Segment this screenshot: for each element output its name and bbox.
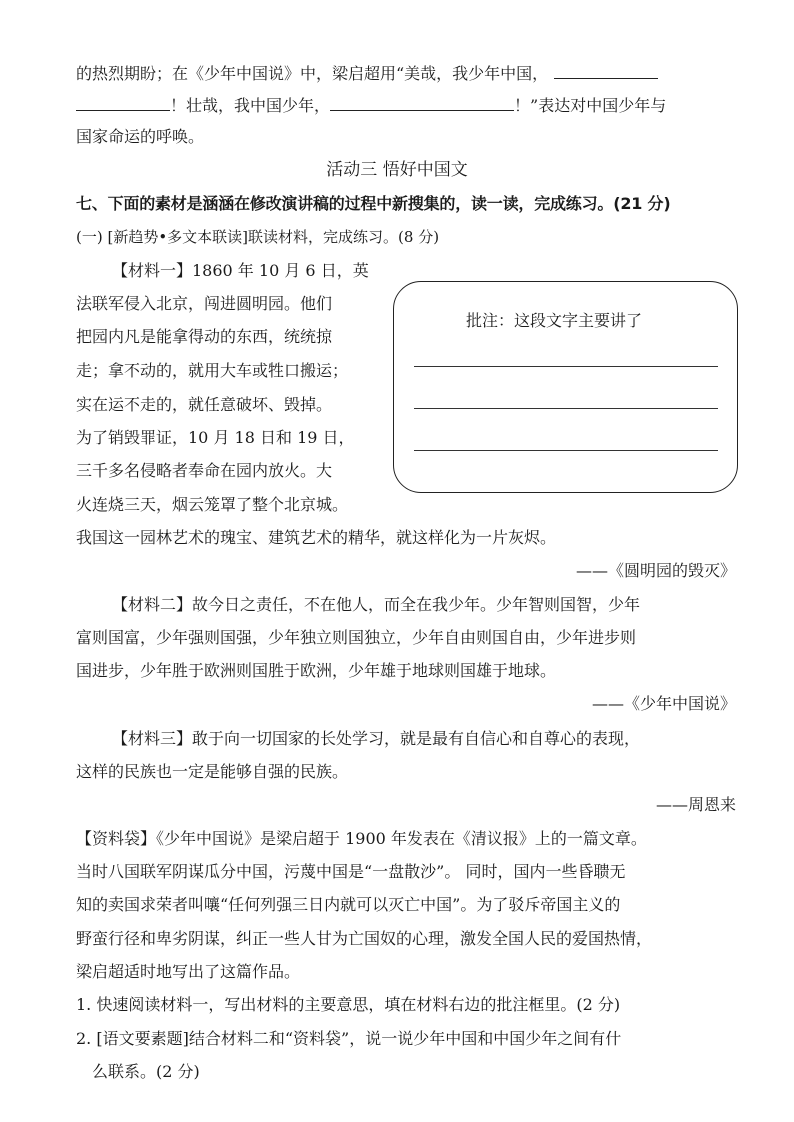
activity-title: 活动三 悟好中国文 — [326, 160, 468, 180]
material1-line-6: 为了销毁罪证，10 月 18 日和 19 日， — [76, 428, 355, 447]
material1-line-1: 【材料一】1860 年 10 月 6 日，英 — [112, 261, 369, 280]
material1-line-4: 走；拿不动的，就用大车或牲口搬运； — [76, 361, 349, 380]
answer-blank-2[interactable] — [76, 92, 170, 111]
resource-bag-line-5: 梁启超适时地写出了这篇作品。 — [76, 962, 301, 981]
answer-blank-1[interactable] — [554, 60, 658, 79]
material1-line-9: 我国这一园林艺术的瑰宝、建筑艺术的精华，就这样化为一片灰烬。 — [76, 528, 557, 547]
intro-line-1 — [76, 60, 658, 86]
answer-blank-3[interactable] — [330, 92, 514, 111]
annotation-label: 批注：这段文字主要讲了 — [466, 311, 643, 330]
material2-line-1: 【材料二】故今日之责任，不在他人，而全在我少年。少年智则国智，少年 — [112, 595, 641, 614]
material3-line-2: 这样的民族也一定是能够自强的民族。 — [76, 762, 349, 781]
material2-line-2: 富则国富，少年强则国强，少年独立则国独立，少年自由则国自由，少年进步则 — [76, 628, 637, 647]
question-2-line-2: 么联系。(2 分) — [92, 1062, 200, 1081]
material3-line-1: 【材料三】敢于向一切国家的长处学习，就是最有自信心和自尊心的表现， — [112, 729, 641, 748]
question-1: 1. 快速阅读材料一，写出材料的主要意思，填在材料右边的批注框里。(2 分) — [76, 995, 621, 1014]
resource-bag-line-4: 野蛮行径和卑劣阴谋，纠正一些人甘为亡国奴的心理，激发全国人民的爱国热情， — [76, 929, 653, 948]
question-7-sub-1: (一) [新趋势•多文本联读]联读材料，完成练习。(8 分) — [76, 228, 440, 246]
material1-source: ——《圆明园的毁灭》 — [575, 561, 736, 580]
annotation-answer-line-1[interactable] — [414, 366, 718, 367]
material1-line-3: 把园内凡是能拿得动的东西，统统掠 — [76, 327, 333, 346]
material1-line-7: 三千多名侵略者奉命在园内放火。大 — [76, 461, 333, 480]
question-7-heading: 七、下面的素材是涵涵在修改演讲稿的过程中新搜集的，读一读，完成练习。(21 分) — [76, 194, 671, 213]
intro-text-1: 的热烈期盼；在《少年中国说》中，梁启超用“美哉，我少年中国， — [76, 64, 549, 83]
material3-source: ——周恩来 — [655, 795, 736, 814]
material1-line-5: 实在运不走的，就任意破坏、毁掉。 — [76, 395, 333, 414]
intro-line-3: 国家命运的呼唤。 — [76, 127, 205, 146]
resource-bag-line-1: 【资料袋】《少年中国说》是梁启超于 1900 年发表在《清议报》上的一篇文章。 — [76, 829, 647, 848]
resource-bag-line-2: 当时八国联军阴谋瓜分中国，污蔑中国是“一盘散沙”。 同时，国内一些昏聩无 — [76, 862, 626, 881]
intro-text-2a: ！壮哉，我中国少年， — [170, 96, 331, 115]
material1-line-8: 火连烧三天，烟云笼罩了整个北京城。 — [76, 495, 349, 514]
material2-source: ——《少年中国说》 — [591, 694, 736, 713]
annotation-answer-line-3[interactable] — [414, 450, 718, 451]
material1-line-2: 法联军侵入北京，闯进圆明园。他们 — [76, 294, 333, 313]
annotation-answer-line-2[interactable] — [414, 408, 718, 409]
intro-line-2 — [76, 92, 666, 118]
material2-line-3: 国进步，少年胜于欧洲则国胜于欧洲，少年雄于地球则国雄于地球。 — [76, 661, 557, 680]
resource-bag-line-3: 知的卖国求荣者叫嚷“任何列强三日内就可以灭亡中国”。为了驳斥帝国主义的 — [76, 895, 621, 914]
annotation-box[interactable] — [393, 281, 738, 493]
intro-text-2b: ！”表达对中国少年与 — [514, 96, 667, 115]
question-2-line-1: 2. [语文要素题]结合材料二和“资料袋”，说一说少年中国和中国少年之间有什 — [76, 1029, 622, 1048]
